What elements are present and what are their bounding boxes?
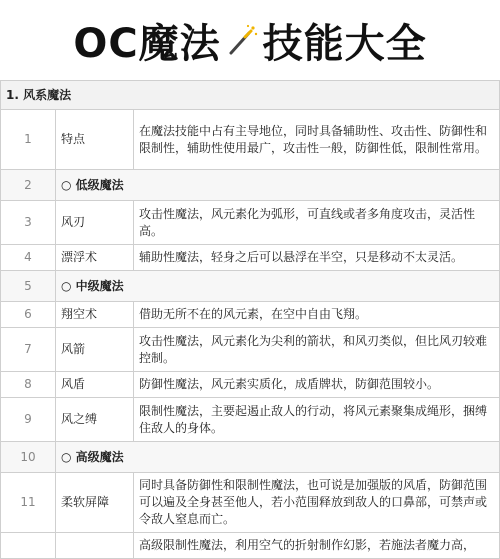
row-number: 3	[1, 201, 56, 245]
skill-description: 在魔法技能中占有主导地位，同时具备辅助性、攻击性、防御性和限制性，辅助性使用最广，攻击性一般，防御性低，限制性常用。	[134, 110, 500, 170]
table-row	[1, 533, 500, 559]
page-title	[73, 12, 426, 69]
skill-name: 风箭	[56, 328, 134, 372]
row-number: 2	[1, 170, 56, 201]
row-number: 6	[1, 302, 56, 328]
skill-description: 防御性魔法，风元素实质化，成盾牌状，防御范围较小。	[134, 372, 500, 398]
table-row	[1, 473, 500, 533]
row-number: 1	[1, 110, 56, 170]
row-number: 8	[1, 372, 56, 398]
skill-description: 攻击性魔法，风元素化为尖利的箭状，和风刃类似，但比风刃较难控制。	[134, 328, 500, 372]
section-row	[1, 81, 500, 110]
skill-description: 同时具备防御性和限制性魔法，也可说是加强版的风盾，防御范围可以遍及全身甚至他人，若小范围释放到敌人的口鼻部，可禁声或令敌人窒息而亡。	[134, 473, 500, 533]
skill-name: 柔软屏障	[56, 473, 134, 533]
row-number: 4	[1, 245, 56, 271]
section-label: 1. 风系魔法	[1, 81, 500, 110]
magic-wand-icon	[225, 23, 259, 57]
table-row	[1, 372, 500, 398]
skill-name	[56, 533, 134, 559]
row-number: 9	[1, 398, 56, 442]
skill-name: 翔空术	[56, 302, 134, 328]
skill-name: 风之缚	[56, 398, 134, 442]
row-number: 10	[1, 442, 56, 473]
skill-name: 漂浮术	[56, 245, 134, 271]
title-text-2: 技能大全	[262, 20, 427, 67]
skill-table	[0, 80, 500, 559]
skill-description: 限制性魔法，主要起遏止敌人的行动，将风元素聚集成绳形，捆缚住敌人的身体。	[134, 398, 500, 442]
skill-description: 攻击性魔法，风元素化为弧形，可直线或者多角度攻击，灵活性高。	[134, 201, 500, 245]
subheading-label: ○ 高级魔法	[56, 442, 500, 473]
skill-description: 辅助性魔法，轻身之后可以悬浮在半空，只是移动不太灵活。	[134, 245, 500, 271]
table-row	[1, 110, 500, 170]
title-bar	[0, 0, 500, 80]
row-number	[1, 533, 56, 559]
skill-description: 高级限制性魔法，利用空气的折射制作幻影，若施法者魔力高，	[134, 533, 500, 559]
row-number: 11	[1, 473, 56, 533]
row-number: 5	[1, 271, 56, 302]
subheading-row	[1, 170, 500, 201]
table-row	[1, 302, 500, 328]
table-row	[1, 201, 500, 245]
title-text: OC魔法	[73, 20, 221, 67]
subheading-label: ○ 低级魔法	[56, 170, 500, 201]
subheading-row	[1, 271, 500, 302]
table-row	[1, 398, 500, 442]
skill-name: 风盾	[56, 372, 134, 398]
subheading-label: ○ 中级魔法	[56, 271, 500, 302]
skill-description: 借助无所不在的风元素，在空中自由飞翔。	[134, 302, 500, 328]
table-row	[1, 245, 500, 271]
skill-name: 特点	[56, 110, 134, 170]
row-number: 7	[1, 328, 56, 372]
subheading-row	[1, 442, 500, 473]
table-row	[1, 328, 500, 372]
skill-name: 风刃	[56, 201, 134, 245]
